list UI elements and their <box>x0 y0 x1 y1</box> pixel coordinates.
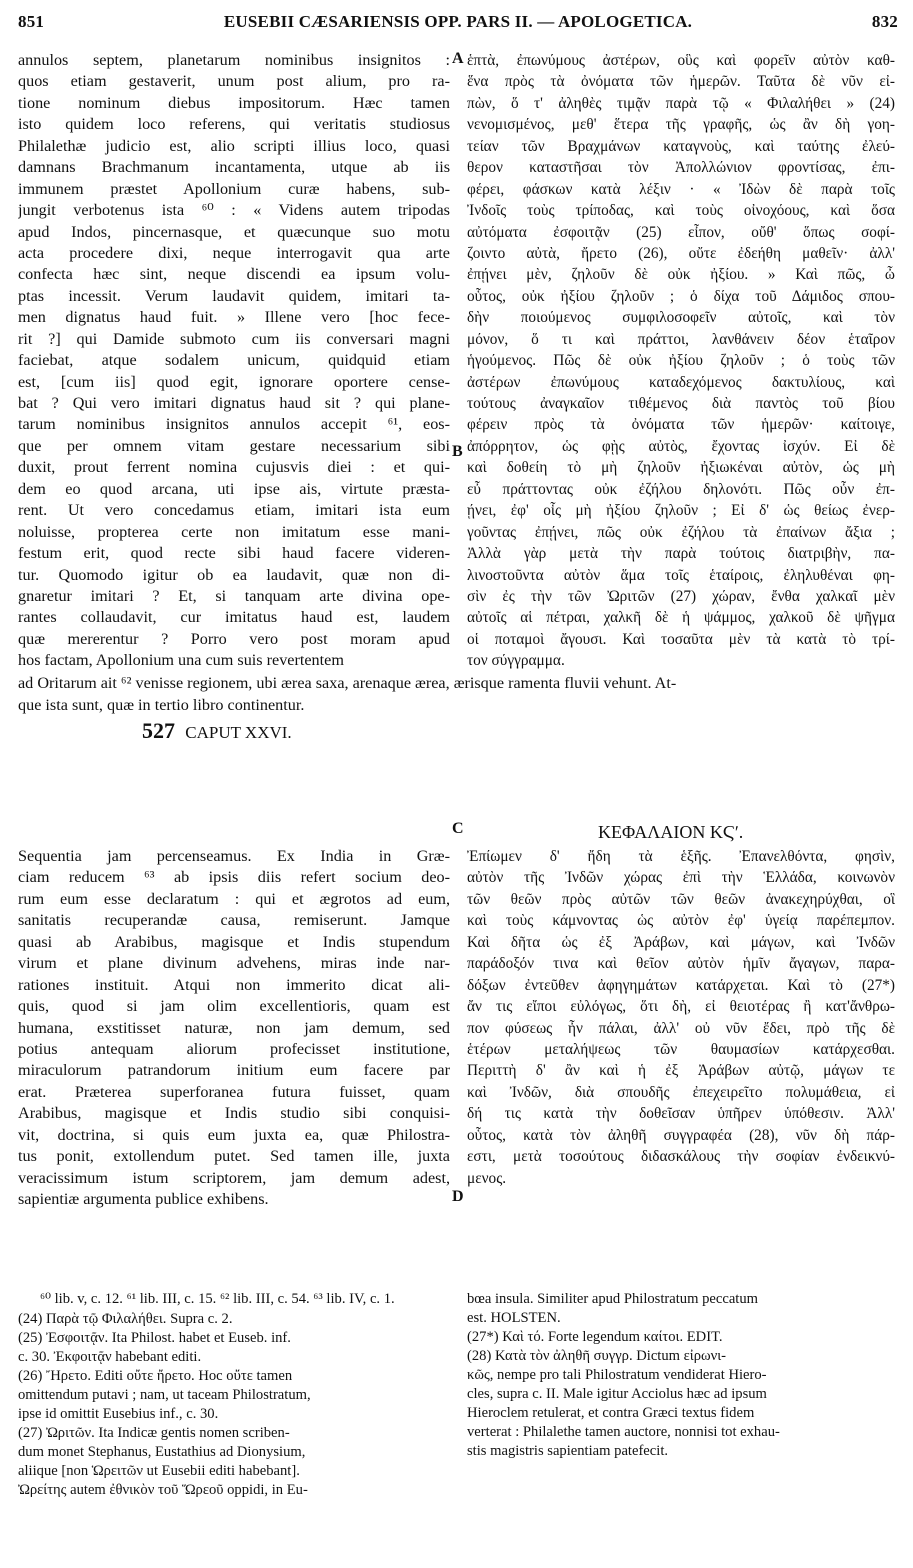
text-line: εστι, μετὰ τοσούτους διδασκάλους τὴν σοφίαν ἐνδεικνύ- <box>467 1148 895 1166</box>
text-line: (26) Ἤρετο. Editi οὔτε ἤρετο. Hoc οὔτε tamen <box>18 1368 293 1384</box>
text-line: quos etiam gestaverit, unum post alium, pro ra- <box>18 72 450 91</box>
text-line: ἡγούμενος. Πῶς δὲ οὐκ ἠξίου ζηλοῦν ; ὁ τοὺς τῶν <box>467 352 895 370</box>
text-line: tur. Quomodo igitur ob ea laudavit, quæ non di- <box>18 565 450 584</box>
text-line: κῶς, nempe pro tali Philostratum vendiderat Hiero- <box>467 1367 767 1383</box>
text-line: potius antequam aliorum profecisset institutione, <box>18 1039 450 1058</box>
text-line: dum monet Stephanus, Eustathius ad Dionysium, <box>18 1444 306 1460</box>
text-line: νενομισμένος, μεθ' ἕτερα τῆς γραφῆς, ὡς ἂν δὴ γοη- <box>467 116 895 134</box>
text-line: omittendum putavi ; nam, ut taceam Philostratum, <box>18 1387 311 1403</box>
text-line: humana, exstitisset naturæ, non jam demum, sed <box>18 1018 450 1037</box>
text-line: noluisse, propterea certe non imitatum esse mani- <box>18 522 450 541</box>
text-line: c. 30. Ἐκφοιτᾷν habebant editi. <box>18 1349 202 1365</box>
page-number-right: 832 <box>871 12 898 31</box>
text-line: ἐπῄνει μὲν, ζηλοῦν δὲ οὐκ ἠξίου. » Καὶ πῶς, ὦ <box>467 266 895 284</box>
text-line: hos factam, Apollonium una cum suis revertentem <box>18 651 344 670</box>
text-line: erat. Præterea superforanea futura fuisset, quam <box>18 1082 450 1101</box>
text-line: σὶν ἐς τὴν τῶν Ὠριτῶν (27) χώραν, ἔνθα χαλκαῖ μὲν <box>467 587 895 605</box>
text-line: ἑπτὰ, ἐπωνύμους ἀστέρων, οὓς καὶ φορεῖν αὐτὸν καθ- <box>467 52 895 69</box>
margin-mark-a: A <box>452 50 464 67</box>
text-line: duxit, prout ferrent nomina cujusvis diei : et qui- <box>18 458 450 477</box>
text-line: festum erit, quod recte sibi haud facere videren- <box>18 544 450 563</box>
text-line: αὐτοῖς αἱ πέτραι, χαλκῆ δὲ ἡ ψάμμος, χαλκοῦ δὲ ψῆγμα <box>467 609 895 627</box>
text-line: jungit verbotenus ista ⁶⁰ : « Videns autem tripodas <box>18 201 450 220</box>
text-line: οὗτος, κατὰ τὸν ἀληθῆ συγγραφέα (28), νῦν δὴ πάρ- <box>467 1126 895 1144</box>
text-line: οὗτος, οὐκ ἠξίου ζηλοῦν ; ὁ δίχα τοῦ Δάμιδος σπου- <box>467 287 895 305</box>
text-line: πον φύσεως ἦν πάλαι, ἀλλ' οὐ νῦν ἔδει, πρὸ τῆς δὲ <box>467 1019 895 1037</box>
text-line: γοῦντας ἐπῄνει, πῶς οὐκ ἐζήλου τὰ ἐπαίνων ἄξια ; <box>467 523 895 541</box>
text-line: τούτους ἀναγκαῖον τιθέμενος διὰ παντὸς τοῦ βίου <box>467 395 895 412</box>
text-line: rationes instituit. Atqui non immerito dicat ali- <box>18 975 450 994</box>
text-line: quæ mererentur ? Porro vero post moram apud <box>18 629 450 648</box>
text-line: acta procedere dixi, neque interrogavit qua arte <box>18 243 450 262</box>
text-line: εὖ πράττοντας οὐκ ἐζήλου δηλονότι. Πῶς οὖν ἐπ- <box>467 480 895 498</box>
text-line: Hieroclem retulerat, et contra Græci textus fidem <box>467 1405 755 1421</box>
text-line: καὶ δοθείη τὸ μὴ ζηλοῦν ἠξιωκέναι αὐτὸν, ὡς μὴ <box>467 459 895 477</box>
text-line: οἱ ποταμοὶ ἄγουσι. Καὶ τοσαῦτα μὲν τὰ κατὰ τὸ τρί- <box>467 630 895 648</box>
text-line: damnans Brachmanum incantamenta, utque ab iis <box>18 158 450 177</box>
running-header <box>18 12 898 38</box>
text-line: φέρει, φάσκων κατὰ λέξιν · « Ἰδὼν δὲ παρὰ τοῖς <box>467 180 895 198</box>
text-line: (27) Ὠριτῶν. Ita Indicæ gentis nomen scriben- <box>18 1425 290 1441</box>
full-width-line: que ista sunt, quæ in tertio libro continentur. <box>18 696 305 714</box>
text-line: est, [cum iis] quod egit, ignorare oportere cense- <box>18 372 450 391</box>
text-line: ἀπόρρητον, ὡς φῂς αὐτὸς, ἔχοντας ἰσχύν. Εἰ δὲ <box>467 437 895 455</box>
text-line: rum eum esse declaratum : qui et ægrotos ad eum, <box>18 889 450 908</box>
text-line: (25) Ἐσφοιτᾷν. Ita Philost. habet et Euseb. inf. <box>18 1330 291 1346</box>
text-line: λινοστοῦντα αὐτὸν ἅμα τοῖς ἑταίροις, ἐληλυθέναι φη- <box>467 566 895 584</box>
text-line: annulos septem, planetarum nominibus insignitos : <box>18 51 450 69</box>
text-line: τον σύγγραμμα. <box>467 652 565 670</box>
text-line: verterat : Philalethe tamen auctore, nonnisi tot exhau- <box>467 1424 780 1440</box>
notes-left-column <box>18 1310 448 1500</box>
margin-mark-b: B <box>452 443 463 460</box>
text-line: Philalethæ judicio est, alio scripti illius loco, quasi <box>18 136 450 155</box>
text-line: rent. Ut vero concedamus etiam, imitari ista eum <box>18 501 450 520</box>
text-line: ciam reducem ⁶³ ab ipsis diis refert socium deo- <box>18 868 450 887</box>
text-line: Ἐπίωμεν δ' ἤδη τὰ ἑξῆς. Ἐπανελθόντα, φησὶν, <box>467 848 895 865</box>
text-line: Περιττὴ δ' ἂν καὶ ἡ ἐξ Ἀράβων αὐτῷ, μάγων τε <box>467 1062 895 1080</box>
chapter-title-latin: CAPUT XXVI. <box>185 723 292 742</box>
text-line: ptas incessit. Verum laudavit quidem, imitari ta- <box>18 286 450 305</box>
text-line: rantes collaudavit, cur imitatus haud est, laudem <box>18 608 450 627</box>
text-line: δὴν ποιούμενος συμφιλοσοφεῖν αὐτοῖς, καὶ τὸν <box>467 309 895 327</box>
latin-column-top <box>18 50 450 672</box>
chapter-heading-latin <box>142 718 292 744</box>
text-line: Καὶ δῆτα ὡς ἐξ Ἀράβων, καὶ μάγων, καὶ Ἰνδῶν <box>467 933 895 951</box>
text-line: immunem præstet Apollonium curæ habens, sub- <box>18 179 450 198</box>
text-line: δή τις κατὰ τὴν δοθεῖσαν ὑπῆρεν ὑπόθεσιν. Ἀλλ' <box>467 1105 895 1123</box>
text-line: μενος. <box>467 1169 507 1187</box>
page-number-left: 851 <box>18 12 45 31</box>
text-line: dem eo quod arcana, uti ipse ais, virtute præsta- <box>18 479 450 498</box>
text-line: quis, quod si jam olim excellentioris, quam est <box>18 997 450 1016</box>
text-line: φέρειν πρὸς τὰ ὀνόματα τῶν ἡμερῶν· καίτοιγε, <box>467 416 895 434</box>
text-line: (27*) Καὶ τό. Forte legendum καίτοι. EDIT. <box>467 1329 723 1345</box>
text-line: bat ? Qui vero imitari dignatus haud sit ? qui plane- <box>18 394 450 412</box>
text-line: cles, supra c. II. Male igitur Acciolus hæc ad ipsum <box>467 1386 767 1402</box>
full-width-line: ad Oritarum ait ⁶² venisse regionem, ubi ærea saxa, arenaque ærea, ærisque ramenta fluvii vehunt. At- <box>18 674 677 692</box>
text-line: ἕνα πρὸς τὰ ὀνόματα τῶν ἡμερῶν. Ταῦτα δὲ νῦν εἰ- <box>467 73 895 91</box>
text-line: Ὠρείτης autem ἐθνικὸν τοῦ Ὥρεοῦ oppidi, in Eu- <box>18 1482 308 1498</box>
text-line: παράδοξόν τινα καὶ θεῖον αὐτὸν ἡμῖν ἄγαγων, παρα- <box>467 955 895 973</box>
text-line: Ἀλλὰ γὰρ μετὰ τὴν παρὰ τούτοις διατριβὴν, πα- <box>467 545 895 563</box>
greek-column-bottom <box>467 846 895 1189</box>
text-line: καὶ τοὺς κάμνοντας ὡς αὐτὸν ἐφ' ὑγείᾳ παρέπεμπον. <box>467 912 895 930</box>
latin-column-bottom <box>18 846 450 1210</box>
text-line: confecta hæc sint, neque discendi ea ipsum volu- <box>18 265 450 284</box>
text-line: μόνον, ὅ τι καὶ πράττοι, λανθάνειν δέον ἑταῖρον <box>467 330 895 348</box>
chapter-number: 527 <box>142 718 175 743</box>
text-line: men dignatus haud fuit. » Illene vero [hoc fece- <box>18 308 450 327</box>
text-line: tarum nominibus insignitos annulos accepit ⁶¹, eos- <box>18 415 450 434</box>
text-line: ἄν τις εἴποι εὐλόγως, ὅτι δὴ, εἰ θειοτέρας ἢ κατ'ἄνθρω- <box>467 998 895 1016</box>
margin-mark-d: D <box>452 1188 464 1205</box>
text-line: virum et plane divinum advehens, miras inde nar- <box>18 954 450 973</box>
text-line: ἀστέρων ἐπωνύμους καταδεχόμενος δακτυλίους, καὶ <box>467 373 895 391</box>
text-line: ipse id omittit Eusebius inf., c. 30. <box>18 1406 219 1422</box>
text-line: faciebat, atque sodalem unicum, quidquid etiam <box>18 351 450 370</box>
text-line: δόξων ἐντεῦθεν ἀφηγημάτων κατάρχεται. Καὶ τὸ (27*) <box>467 976 895 994</box>
text-line: ἑτέρων μεταλήψεως τῶν θαυμασίων κατάρχεσθαι. <box>467 1040 895 1058</box>
text-line: tione nominum diebus impositorum. Hæc tamen <box>18 93 450 112</box>
text-line: αὐτόματα ἐσφοιτᾷν (25) εἶπον, οὔθ' ὅπως σοφί- <box>467 223 895 241</box>
text-line: Sequentia jam percenseamus. Ex India in Græ- <box>18 847 450 865</box>
text-line: miraculorum patrandorum initium eum facere par <box>18 1061 450 1080</box>
text-line: (28) Κατὰ τὸν ἀληθῆ συγγρ. Dictum εἰρωνι- <box>467 1348 726 1364</box>
text-line: Ἰνδοῖς τοὺς τρίποδας, καὶ τοὺς οἰνοχόους, καὶ ὅσα <box>467 202 895 220</box>
margin-mark-c: C <box>452 820 464 837</box>
text-line: veracissimum istum scriptorem, jam demum adest, <box>18 1168 450 1187</box>
notes-right-column <box>467 1290 895 1461</box>
text-line: (24) Παρὰ τῷ Φιλαλήθει. Supra c. 2. <box>18 1311 233 1327</box>
text-line: stis magistris sapientiam patefecit. <box>467 1443 669 1459</box>
chapter-heading-greek: ΚΕΦΑΛΑΙΟΝ ΚϚʹ. <box>598 822 744 842</box>
text-line: sanitatis recuperandæ causa, remiserunt. Jamque <box>18 911 450 930</box>
text-line: sapientiæ argumenta publice exhibens. <box>18 1190 269 1208</box>
text-line: quasi ab Arabibus, magisque et Indis stupendum <box>18 932 450 951</box>
text-line: ζοιντο αὐτὰ, ἤρετο (26), οὔτε ἐδεήθη μαθεῖν· ἀλλ' <box>467 244 895 262</box>
text-line: vit, doctrina, si quis eum juxta ea, quæ Philostra- <box>18 1125 450 1144</box>
text-line: καὶ Ἰνδῶν, διὰ σπουδῆς ἐπεχειρεῖτο πολυμάθεια, εἰ <box>467 1083 895 1101</box>
text-line: est. HOLSTEN. <box>467 1310 561 1326</box>
text-line: aliique [non Ὡρειτῶν ut Eusebii editi habebant]. <box>18 1463 300 1479</box>
greek-column-top <box>467 50 895 672</box>
running-title: EUSEBII CÆSARIENSIS OPP. PARS II. — APOLOGETICA. <box>223 12 693 31</box>
text-line: tus ponit, extollendum putet. Sed tamen ille, juxta <box>18 1147 450 1166</box>
text-line: θερον καταστῆσαι τὸν Ἀπολλώνιον φροντίσας, ἐπι- <box>467 159 895 177</box>
text-line: bœa insula. Similiter apud Philostratum peccatum <box>467 1291 759 1307</box>
text-line: rit ?] qui Damide submoto cum iis conversari magni <box>18 329 450 348</box>
footnote-references: ⁶⁰ lib. v, c. 12. ⁶¹ lib. III, c. 15. ⁶² lib. III, c. 54. ⁶³ lib. IV, c. 1. <box>40 1291 395 1307</box>
text-line: πὼν, ὅ τ' ἀληθὲς τιμᾷν παρὰ τῷ « Φιλαλήθει » (24) <box>467 94 895 112</box>
text-line: τῶν θεῶν πρὸς αὐτῶν τῶν θεῶν ἀνακεχηρύχθαι, οἳ <box>467 890 895 908</box>
text-line: ῄνει, ἐφ' οἷς μὴ ἠξίου ζηλοῦν ; Εἰ δ' ὡς θείως ἐνερ- <box>467 502 895 520</box>
text-line: gnaretur imitari ? Et, si tanquam arte divina ope- <box>18 586 450 605</box>
text-line: isto quidem loco referens, qui veritatis studiosus <box>18 115 450 134</box>
text-line: αὐτὸν τῆς Ἰνδῶν χώρας ἐπὶ τὴν Ἑλλάδα, κοινωνὸν <box>467 869 895 887</box>
text-line: Arabibus, magisque et Indis studio sibi conquisi- <box>18 1104 450 1123</box>
text-line: apud Indos, pincernasque, et quæcunque suo motu <box>18 222 450 241</box>
text-line: que per omnem vitam gestare necessarium sibi <box>18 436 450 455</box>
text-line: τείαν τῶν Βραχμάνων καταγνοὺς, καὶ ταύτης ἐλεύ- <box>467 137 895 155</box>
